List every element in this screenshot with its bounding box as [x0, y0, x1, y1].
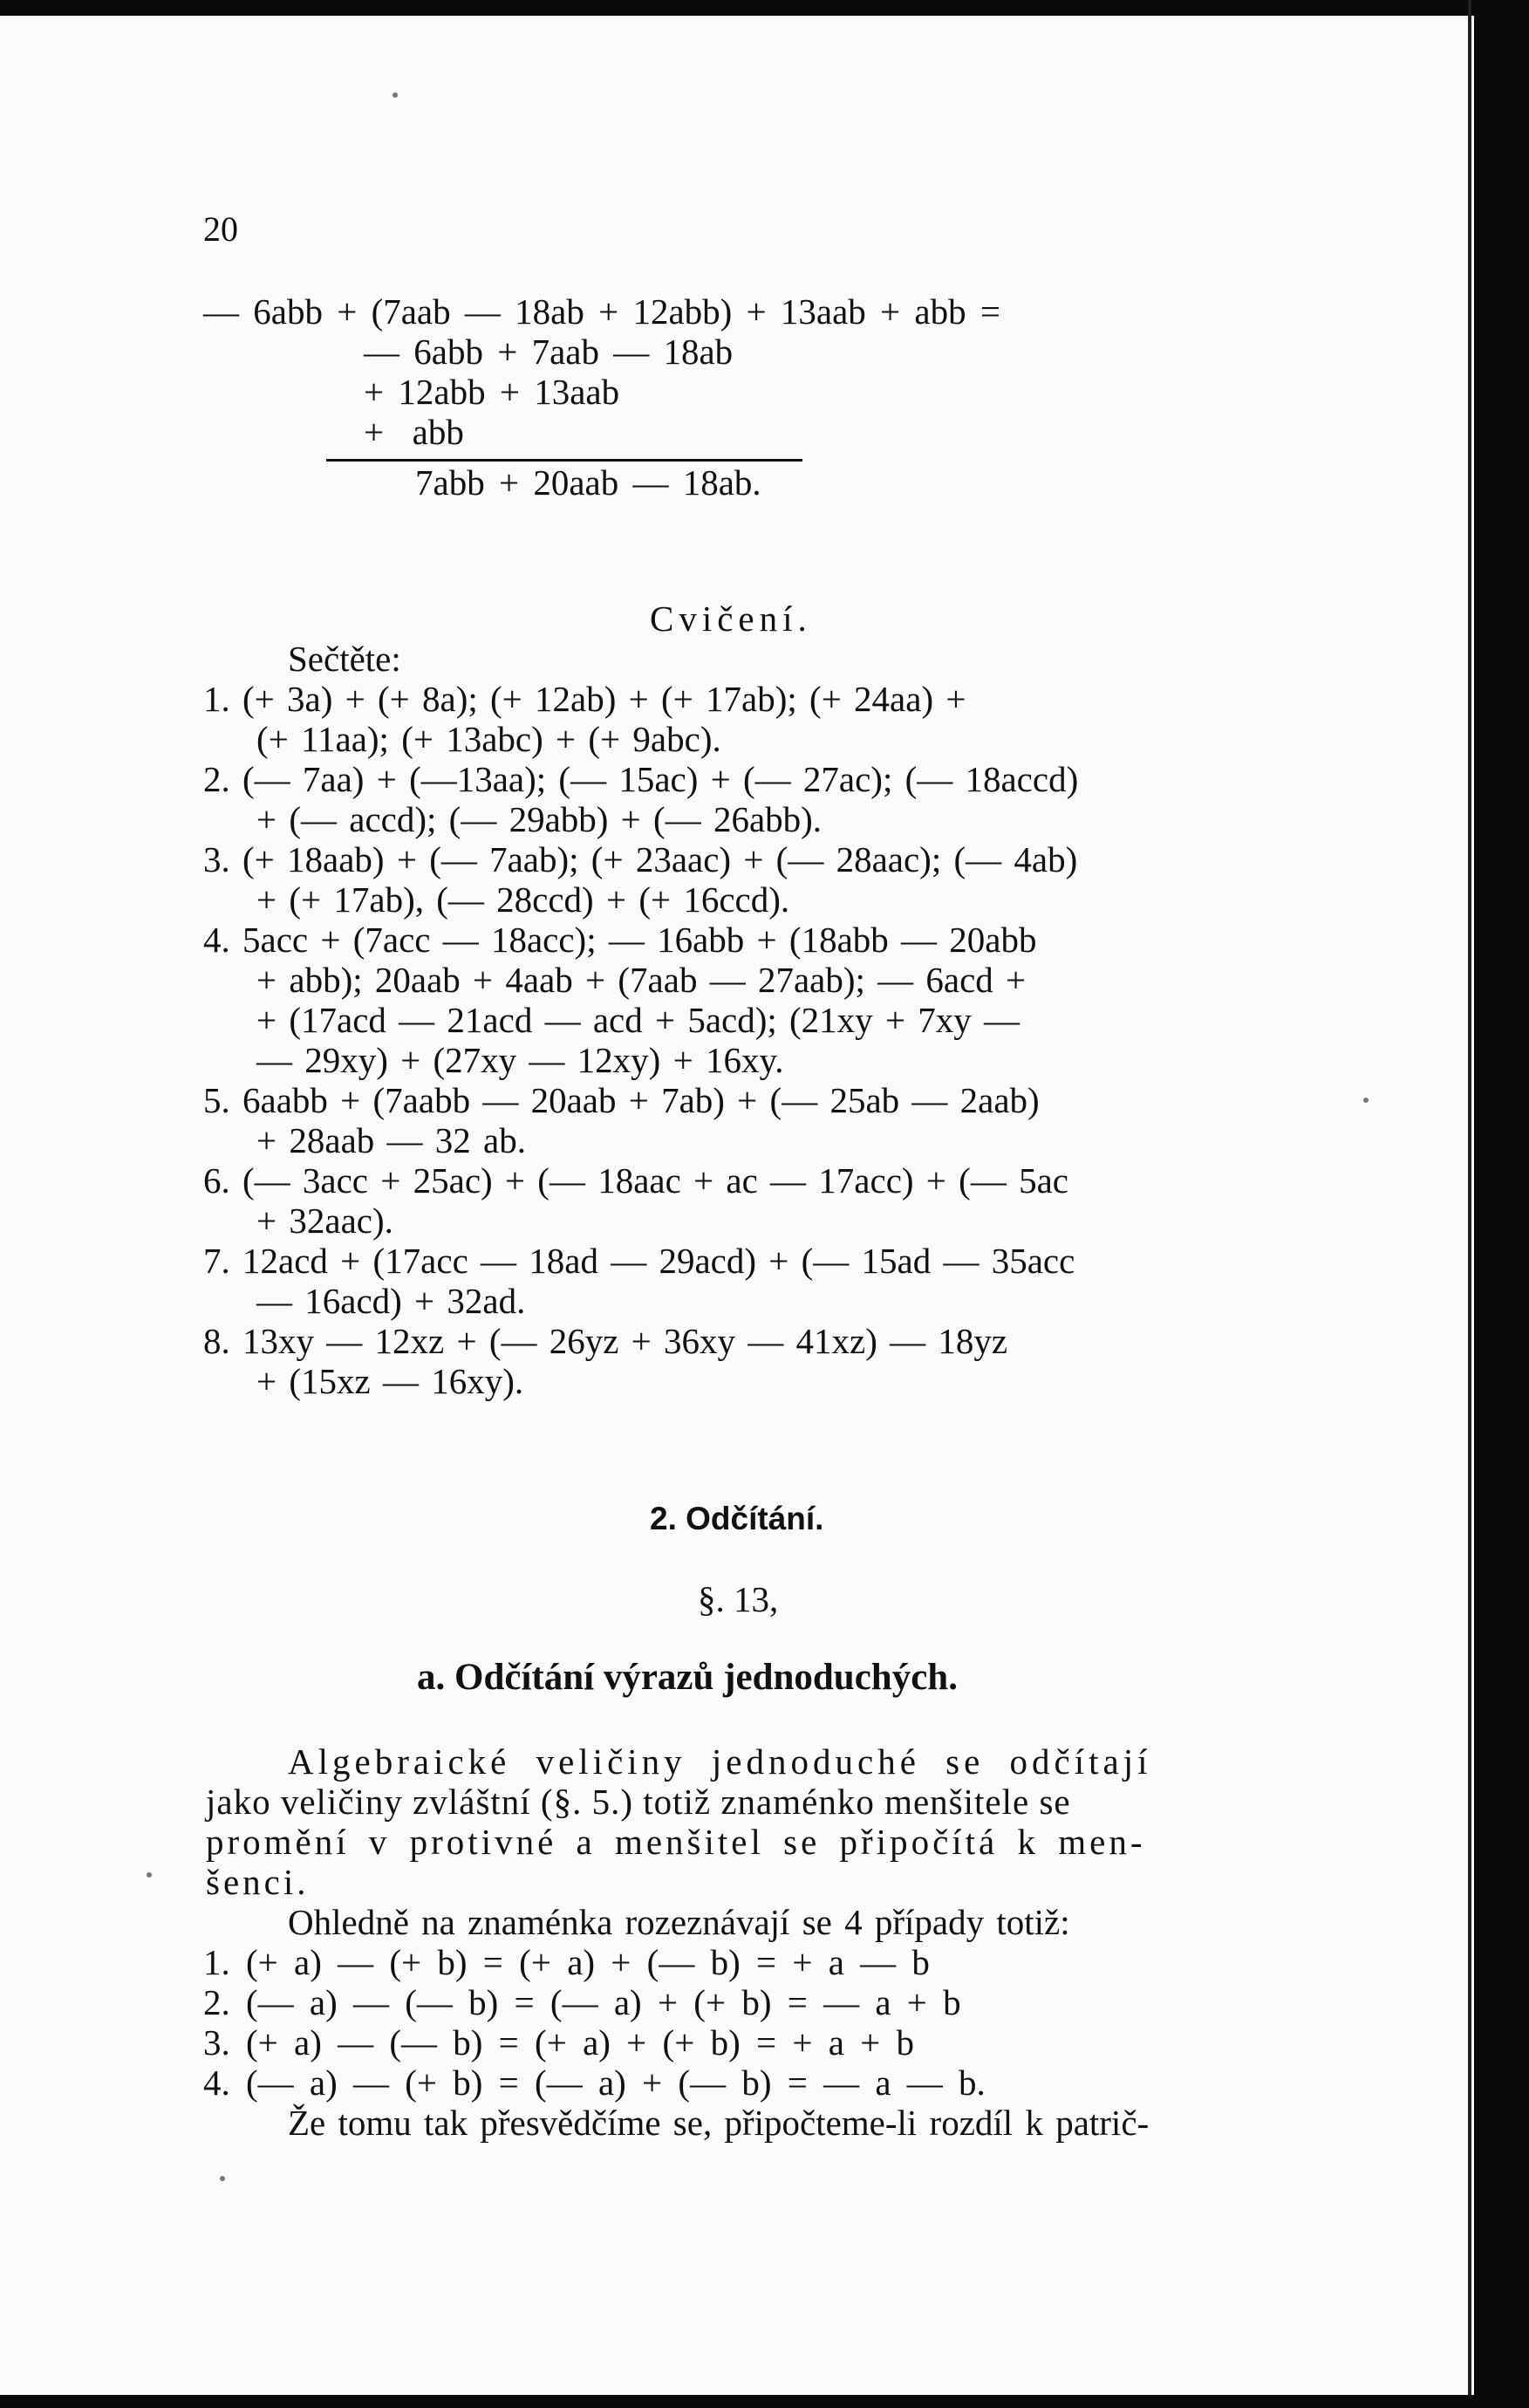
exercise-line: + 28aab — 32 ab.	[256, 1120, 526, 1160]
exercises-heading: Cvičení.	[650, 599, 812, 639]
body-line: šenci.	[206, 1862, 310, 1902]
body-line: promění v protivné a menšitel se připočítá k men-	[206, 1822, 1146, 1862]
example-line-4: + abb	[364, 412, 464, 452]
example-line-1: — 6abb + (7aab — 18ab + 12abb) + 13aab + abb =	[203, 291, 1001, 332]
exercise-line: (+ 11aa); (+ 13abc) + (+ 9abc).	[256, 719, 721, 759]
exercise-line: 2. (— 7aa) + (—13aa); (— 15ac) + (— 27ac); (— 18accd)	[203, 759, 1079, 799]
body-line: Že tomu tak přesvědčíme se, připočteme-li rozdíl k patrič-	[288, 2103, 1150, 2143]
exercise-line: — 16acd) + 32ad.	[256, 1281, 526, 1321]
exercise-line: 4. 5acc + (7acc — 18acc); — 16abb + (18abb — 20abb	[203, 920, 1037, 960]
exercise-line: — 29xy) + (27xy — 12xy) + 16xy.	[256, 1040, 784, 1080]
scan-speck	[220, 2176, 225, 2181]
section-title: 2. Odčítání.	[650, 1501, 824, 1536]
exercise-line: 6. (— 3acc + 25ac) + (— 18aac + ac — 17acc) + (— 5ac	[203, 1160, 1068, 1201]
case-line: 1. (+ a) — (+ b) = (+ a) + (— b) = + a — b	[203, 1942, 930, 1982]
scan-border	[1474, 0, 1529, 2408]
body-line: Algebraické veličiny jednoduché se odčítají	[288, 1741, 1152, 1782]
case-line: 2. (— a) — (— b) = (— a) + (+ b) = — a + b	[203, 1982, 961, 2022]
exercise-line: + (— accd); (— 29abb) + (— 26abb).	[256, 799, 823, 839]
exercise-line: 3. (+ 18aab) + (— 7aab); (+ 23aac) + (— 28aac); (— 4ab)	[203, 839, 1078, 879]
page-edge-rule	[1468, 0, 1471, 2395]
case-line: 4. (— a) — (+ b) = (— a) + (— b) = — a — b.	[203, 2063, 986, 2103]
scan-speck	[147, 1872, 152, 1878]
section-subtitle: a. Odčítání výrazů jednoduchých.	[417, 1657, 958, 1698]
exercise-line: 5. 6aabb + (7aabb — 20aab + 7ab) + (— 25ab — 2aab)	[203, 1080, 1040, 1120]
exercise-line: 8. 13xy — 12xz + (— 26yz + 36xy — 41xz) — 18yz	[203, 1321, 1008, 1361]
exercise-line: + (17acd — 21acd — acd + 5acd); (21xy + 7xy —	[256, 1000, 1020, 1040]
exercise-line: 7. 12acd + (17acc — 18ad — 29acd) + (— 15ad — 35acc	[203, 1241, 1075, 1281]
exercise-line: + (+ 17ab), (— 28ccd) + (+ 16ccd).	[256, 879, 790, 920]
sum-rule	[326, 459, 802, 462]
example-line-3: + 12abb + 13aab	[364, 372, 620, 412]
body-line: jako veličiny zvláštní (§. 5.) totiž znaménko menšitele se	[206, 1782, 1071, 1822]
paragraph-mark: §. 13,	[698, 1579, 779, 1619]
case-line: 3. (+ a) — (— b) = (+ a) + (+ b) = + a + b	[203, 2022, 915, 2063]
page-number: 20	[203, 209, 238, 249]
example-result: 7abb + 20aab — 18ab.	[415, 462, 761, 503]
exercise-line: + (15xz — 16xy).	[256, 1361, 524, 1401]
exercise-line: 1. (+ 3a) + (+ 8a); (+ 12ab) + (+ 17ab); (+ 24aa) +	[203, 679, 966, 719]
exercises-instruction: Sečtěte:	[288, 639, 401, 679]
exercise-line: + abb); 20aab + 4aab + (7aab — 27aab); — 6acd +	[256, 960, 1027, 1000]
example-line-2: — 6abb + 7aab — 18ab	[364, 332, 734, 372]
scan-speck	[392, 92, 398, 98]
scan-speck	[1363, 1098, 1369, 1103]
body-line: Ohledně na znaménka rozeznávají se 4 případy totiž:	[288, 1902, 1070, 1942]
exercise-line: + 32aac).	[256, 1201, 393, 1241]
